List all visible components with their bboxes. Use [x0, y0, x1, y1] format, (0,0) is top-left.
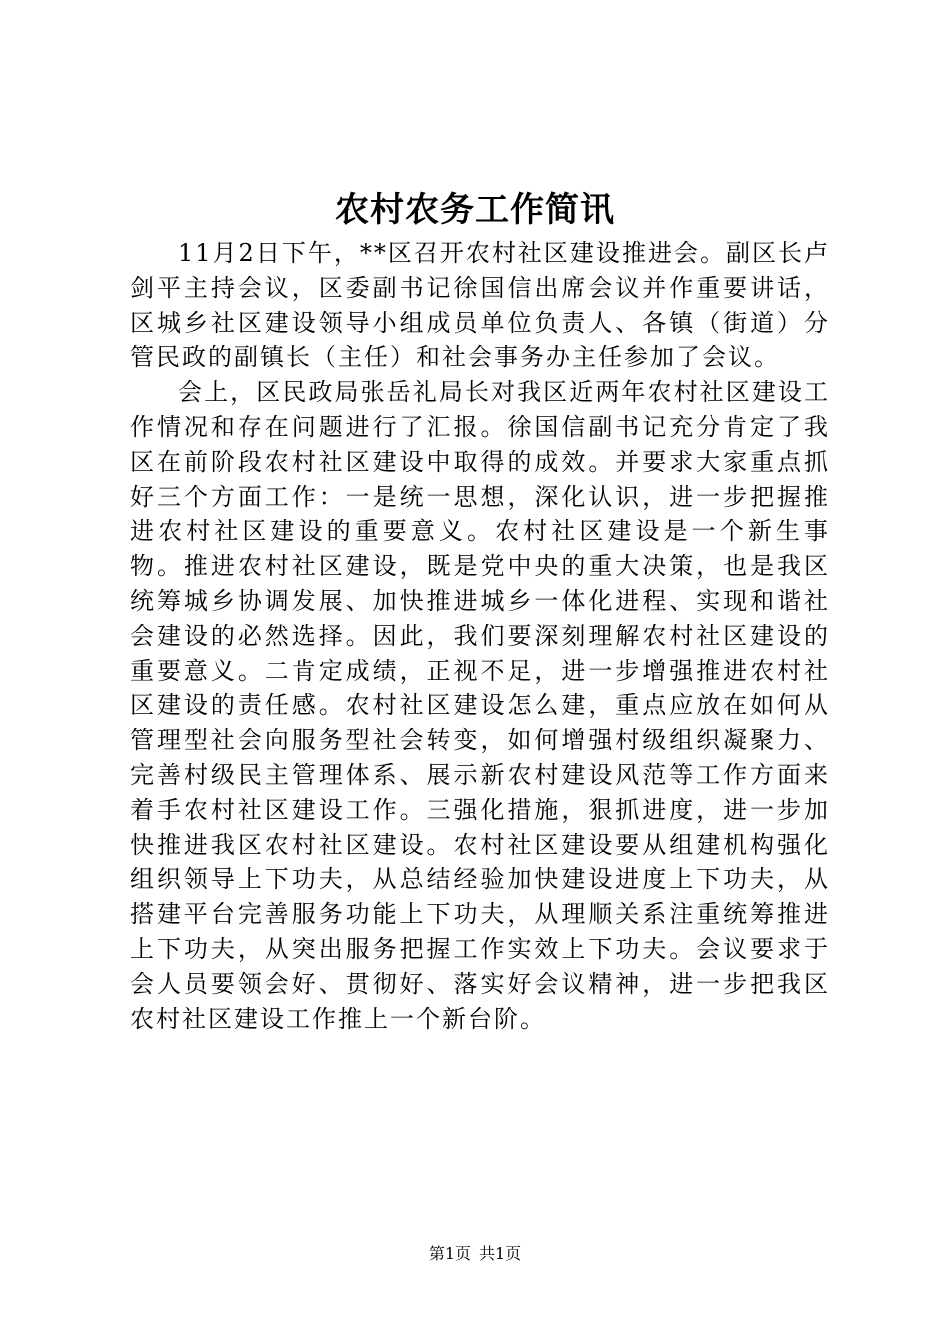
- paragraph-1: 11月2日下午，**区召开农村社区建设推进会。副区长卢剑平主持会议，区委副书记徐国信出席会议并作重要讲话，区城乡社区建设领导小组成员单位负责人、各镇（街道）分管民政的副镇长（主任）和社会事务办主任参加了会议。: [130, 239, 830, 372]
- document-body: [130, 236, 830, 1036]
- page-footer: [0, 1242, 950, 1266]
- page-number: 第1页: [428, 1244, 471, 1263]
- page-total: 共1页: [479, 1244, 522, 1263]
- paragraph-2: 会上，区民政局张岳礼局长对我区近两年农村社区建设工作情况和存在问题进行了汇报。徐国信副书记充分肯定了我区在前阶段农村社区建设中取得的成效。并要求大家重点抓好三个方面工作：一是统一思想，深化认识，进一步把握推进农村社区建设的重要意义。农村社区建设是一个新生事物。推进农村社区建设，既是党中央的重大决策，也是我区统筹城乡协调发展、加快推进城乡一体化进程、实现和谐社会建设的必然选择。因此，我们要深刻理解农村社区建设的重要意义。二肯定成绩，正视不足，进一步增强推进农村社区建设的责任感。农村社区建设怎么建，重点应放在如何从管理型社会向服务型社会转变，如何增强村级组织凝聚力、完善村级民主管理体系、展示新农村建设风范等工作方面来着手农村社区建设工作。三强化措施，狠抓进度，进一步加快推进我区农村社区建设。农村社区建设要从组建机构强化组织领导上下功夫，从总结经验加快建设进度上下功夫，从搭建平台完善服务功能上下功夫，从理顺关系注重统筹推进上下功夫，从突出服务把握工作实效上下功夫。会议要求于会人员要领会好、贯彻好、落实好会议精神，进一步把我区农村社区建设工作推上一个新台阶。: [130, 378, 830, 1033]
- document-title: 农村农务工作简讯: [335, 190, 615, 230]
